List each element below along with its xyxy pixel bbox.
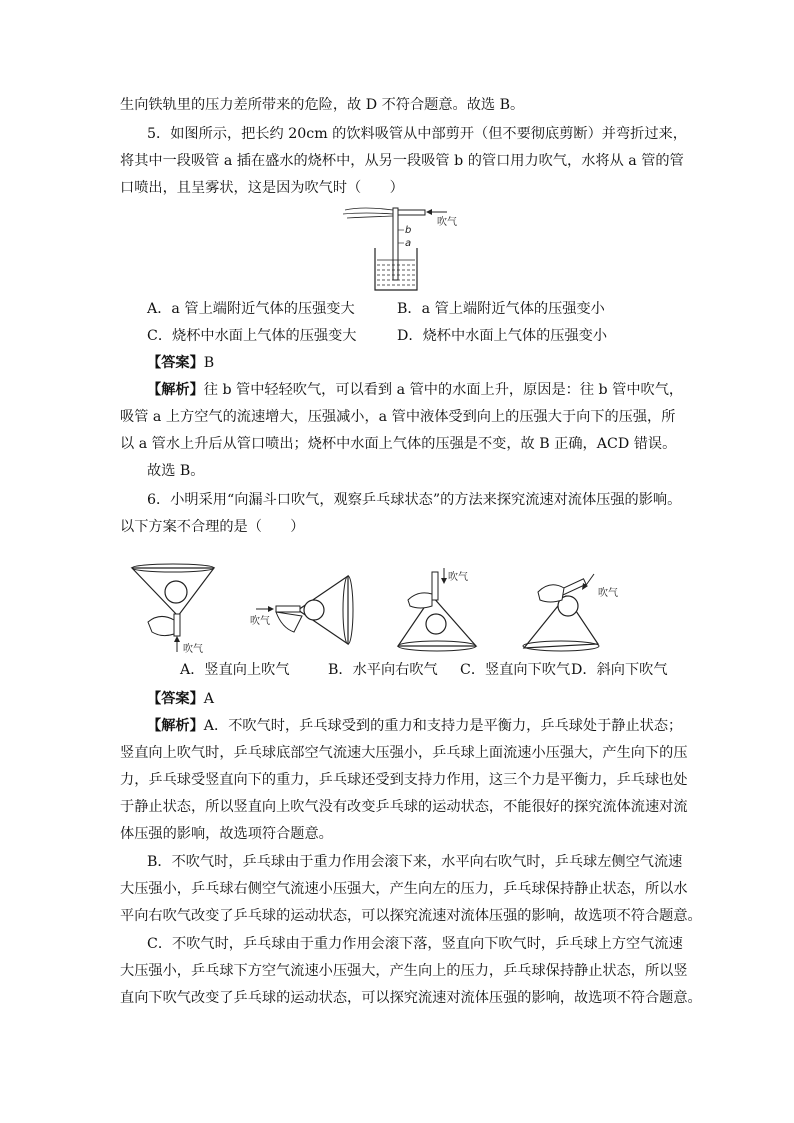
q5-option-d: D．烧杯中水面上气体的压强变小 [397,328,608,344]
funnel-figure-a [128,562,228,654]
question-6-stem: 6．小明采用“向漏斗口吹气，观察乒乓球状态”的方法来探究流速对流体压强的影响。 [147,492,682,508]
text-line: B．不吹气时，乒乓球由于重力作用会滚下来，水平向右吹气时，乒乓球左侧空气流速 [147,854,683,870]
q5-option-b: B．a 管上端附近气体的压强变小 [397,301,605,317]
text-line: C．不吹气时，乒乓球由于重力作用会滚下落，竖直向下吹气时，乒乓球上方空气流速 [147,936,683,952]
text-line: 平向右吹气改变了乒乓球的运动状态，可以探究流速对流体压强的影响，故选项不符合题意。 [120,908,702,924]
text-line: 力，乒乓球受竖直向下的重力，乒乓球还受到支持力作用，这三个力是平衡力，乒乓球也处 [120,772,688,788]
q5-explanation: 【解析】往 b 管中轻轻吹气，可以看到 a 管中的水面上升，原因是：往 b 管中吹气， [147,382,684,398]
svg-text:吹气: 吹气 [250,616,270,627]
text-line: 吸管 a 上方空气的流速增大，压强减小，a 管中液体受到向上的压强大于向下的压强，所 [120,409,676,425]
funnel-figure-d [516,566,626,658]
q6-option-c: C．竖直向下吹气 [460,662,571,678]
funnel-figure-b [248,572,358,652]
q6-answer: 【答案】A [147,691,215,707]
svg-text:吹气: 吹气 [598,588,618,599]
q6-option-a: A．竖直向上吹气 [180,662,290,678]
text-line: 口喷出，且呈雾状，这是因为吹气时（ ） [120,180,404,196]
funnel-figure-c [392,566,492,656]
question-5-stem: 5．如图所示，把长约 20cm 的饮料吸管从中部剪开（但不要彻底剪断）并弯折过来， [147,126,687,142]
text-line: 体压强的影响，故选项符合题意。 [120,826,333,842]
straw-beaker-figure [335,200,465,292]
text-line: 生向铁轨里的压力差所带来的危险，故 D 不符合题意。故选 B。 [120,97,525,113]
q5-answer: 【答案】B [147,355,215,371]
svg-text:b: b [405,225,412,236]
q6-option-b: B．水平向右吹气 [328,662,438,678]
svg-text:a: a [405,238,412,249]
text-line: 于静止状态，所以竖直向上吹气没有改变乒乓球的运动状态，不能很好的探究流体流速对流 [120,799,688,815]
q6-option-d: D．斜向下吹气 [571,662,668,678]
text-line: 以 a 管水上升后从管口喷出；烧杯中水面上气体的压强是不变，故 B 正确，ACD 错误。 [120,436,677,452]
text-line: 大压强小，乒乓球下方空气流速小压强大，产生向上的压力，乒乓球保持静止状态，所以竖 [120,963,688,979]
svg-text:吹气: 吹气 [183,644,203,654]
text-line: 将其中一段吸管 a 插在盛水的烧杯中，从另一段吸管 b 的管口用力吹气，水将从 a 管的管 [120,153,684,169]
text-line: 大压强小，乒乓球右侧空气流速小压强大，产生向左的压力，乒乓球保持静止状态，所以水 [120,881,688,897]
text-line: 直向下吹气改变了乒乓球的运动状态，可以探究流速对流体压强的影响，故选项不符合题意。 [120,990,702,1006]
text-line: 故选 B。 [147,463,205,479]
q5-option-a: A．a 管上端附近气体的压强变大 [147,301,355,317]
q6-explanation: 【解析】A．不吹气时，乒乓球受到的重力和支持力是平衡力，乒乓球处于静止状态； [147,718,683,734]
svg-text:吹气: 吹气 [448,572,468,583]
text-line: 竖直向上吹气时，乒乓球底部空气流速大压强小，乒乓球上面流速小压强大，产生向下的压 [120,745,688,761]
blow-label: 吹气 [437,217,457,228]
text-line: 以下方案不合理的是（ ） [120,519,305,535]
q5-option-c: C．烧杯中水面上气体的压强变大 [147,328,357,344]
